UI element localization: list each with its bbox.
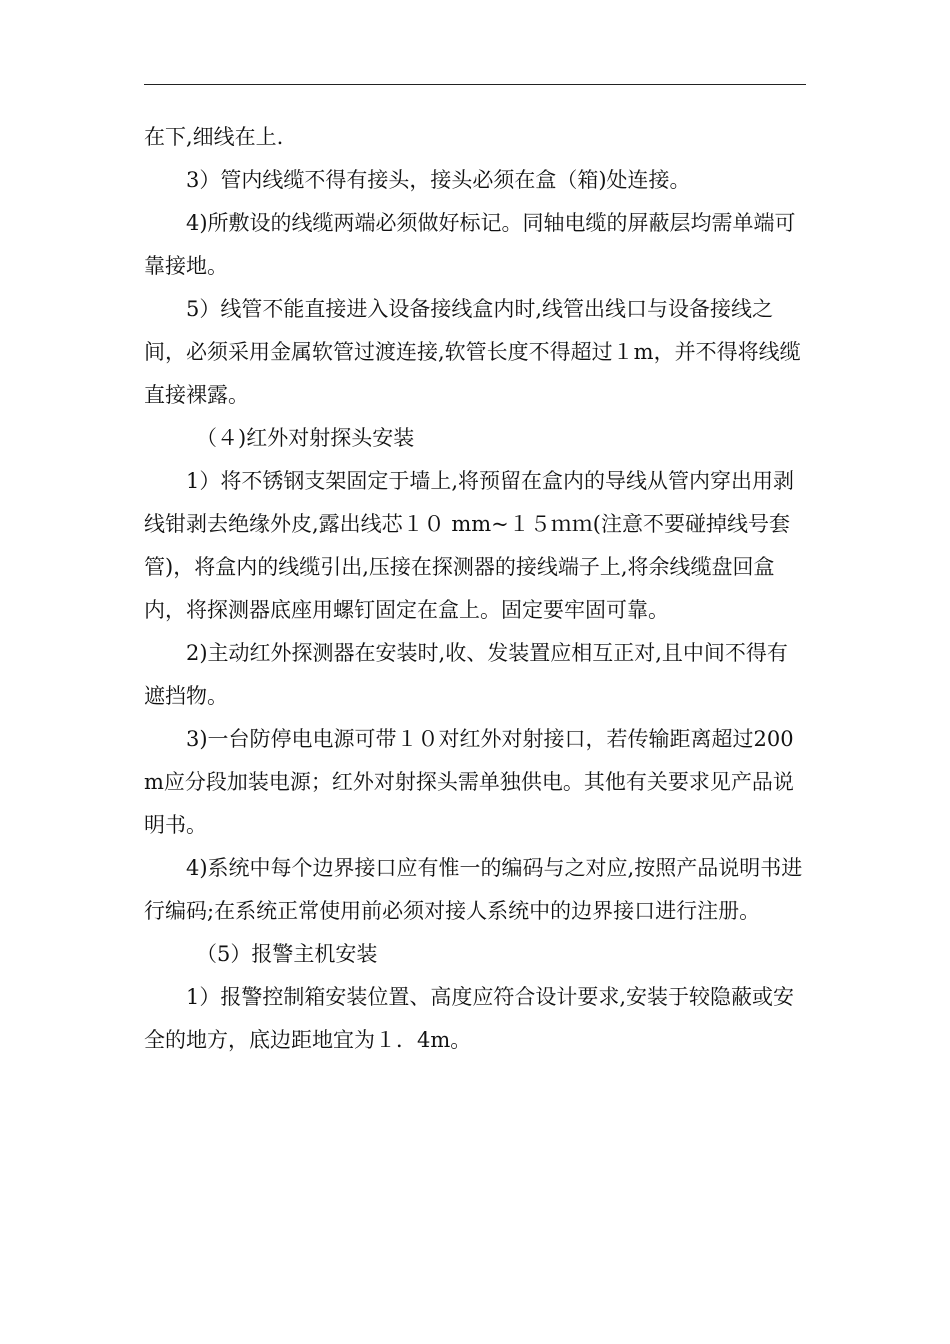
paragraph-item-5-flexible-conduit: 5）线管不能直接进入设备接线盒内时,线管出线口与设备接线之间，必须采用金属软管过渡连接,软管长度不得超过１m，并不得将线缆直接裸露。 — [144, 297, 801, 407]
header-rule — [144, 84, 806, 85]
paragraph-item-3-no-splices: 3）管内线缆不得有接头，接头必须在盒（箱)处连接。 — [186, 168, 691, 192]
paragraph-alarm-item-1-location: 1）报警控制箱安装位置、高度应符合设计要求,安装于较隐蔽或安全的地方，底边距地宜为１．4m。 — [144, 985, 795, 1052]
paragraph-continuation: 在下,细线在上. — [144, 125, 284, 149]
paragraph-ir-item-1-bracket: 1）将不锈钢支架固定于墙上,将预留在盒内的导线从管内穿出用剥线钳剥去绝缘外皮,露出线芯１０ mm~１５ｍｍ(注意不要碰掉线号套管)，将盒内的线缆引出,压接在探测器的接线端子上,将余线缆盘回盒内，将探测器底座用螺钉固定在盒上。固定要牢固可靠。 — [144, 469, 795, 622]
paragraph-item-4-cable-marking: 4)所敷设的线缆两端必须做好标记。同轴电缆的屏蔽层均需单端可靠接地。 — [144, 211, 796, 278]
paragraph-ir-item-2-alignment: 2)主动红外探测器在安装时,收、发装置应相互正对,且中间不得有遮挡物。 — [144, 641, 788, 708]
paragraph-ir-item-4-encoding: 4)系统中每个边界接口应有惟一的编码与之对应,按照产品说明书进行编码;在系统正常使用前必须对接人系统中的边界接口进行注册。 — [144, 856, 803, 923]
section-heading-infrared-detector: （４)红外对射探头安装 — [196, 426, 415, 450]
document-body — [144, 116, 808, 1062]
paragraph-ir-item-3-power: 3)一台防停电电源可带１０对红外对射接口，若传输距离超过200m应分段加装电源；红外对射探头需单独供电。其他有关要求见产品说明书。 — [144, 727, 794, 837]
section-heading-alarm-host: （5）报警主机安装 — [196, 942, 378, 966]
